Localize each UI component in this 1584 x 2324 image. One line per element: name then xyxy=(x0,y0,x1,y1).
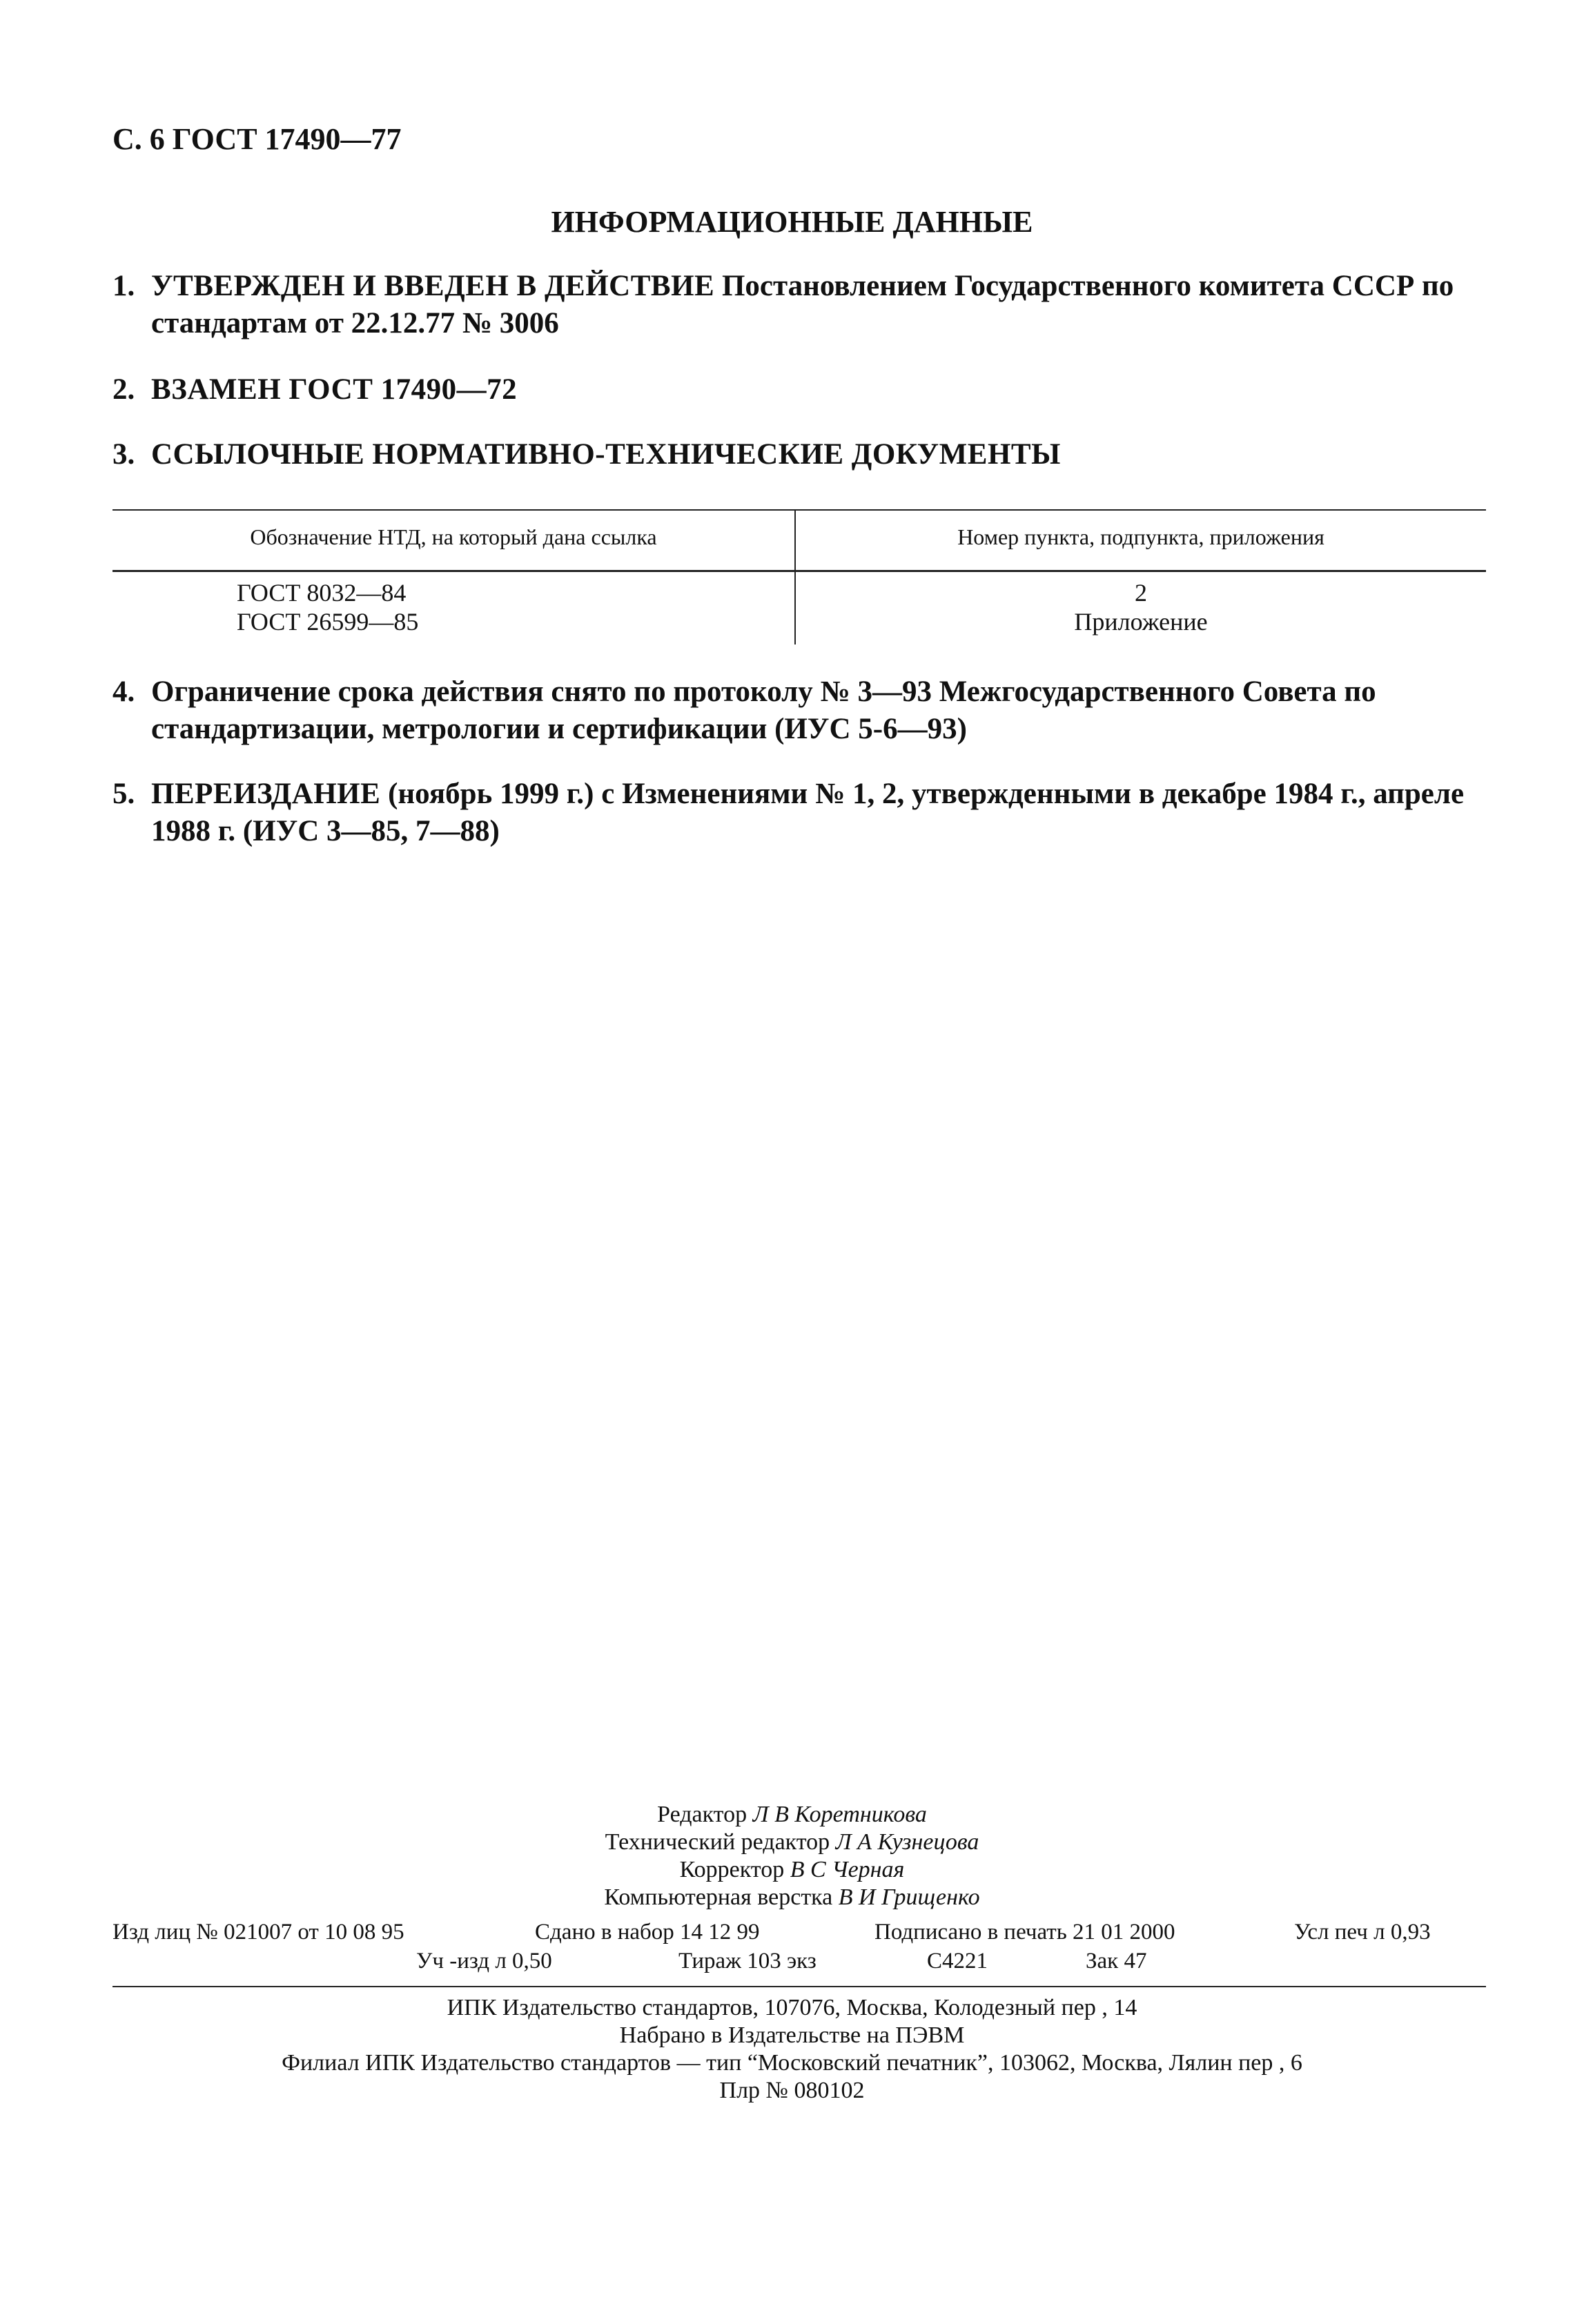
item-caps: УТВЕРЖДЕН И ВВЕДЕН В ДЕЙСТВИЕ xyxy=(151,270,715,302)
table-header-clause: Номер пункта, подпункта, приложения xyxy=(957,524,1324,549)
item-validity xyxy=(113,673,1486,748)
publisher-line: Плр № 080102 xyxy=(719,2078,865,2103)
credit-line xyxy=(0,1884,1584,1911)
item-text xyxy=(151,371,1486,408)
item-text xyxy=(151,268,1486,342)
credit-name: Л В Коретникова xyxy=(752,1802,927,1827)
item-replaces xyxy=(113,371,1486,408)
table-cell-clause: 2 xyxy=(1135,579,1147,607)
page-title: ИНФОРМАЦИОННЫЕ ДАННЫЕ xyxy=(551,205,1033,239)
item-text xyxy=(151,436,1486,473)
imprint-sent: Сдано в набор 14 12 99 xyxy=(535,1920,760,1944)
imprint-print-sheets: Усл печ л 0,93 xyxy=(1294,1920,1431,1944)
credit-line xyxy=(0,1829,1584,1856)
credits-block xyxy=(0,1801,1584,1911)
credit-name: В И Грищенко xyxy=(838,1884,980,1910)
item-body: (ноябрь 1999 г.) с Изменениями № 1, 2, утвержденными в декабре 1984 г., апреле 1988 г. (ИУС 3—85, 7—88) xyxy=(151,778,1465,847)
credit-line xyxy=(0,1856,1584,1884)
item-caps: ПЕРЕИЗДАНИЕ xyxy=(151,778,381,810)
item-references xyxy=(113,436,1486,473)
item-text: Ограничение срока действия снято по протоколу № 3—93 Межгосударственного Совета по стандартизации, метрологии и сертификации (ИУС 5-6—93) xyxy=(151,676,1376,745)
table-cell-clause: Приложение xyxy=(1074,608,1208,636)
item-number: 2. xyxy=(113,373,135,406)
credit-role: Технический редактор xyxy=(605,1829,830,1855)
references-table xyxy=(113,509,1486,647)
imprint-run: Тираж 103 экз xyxy=(678,1949,817,1973)
imprint-order: Зак 47 xyxy=(1086,1949,1147,1973)
item-reissue xyxy=(113,776,1486,850)
item-number: 5. xyxy=(113,778,135,810)
item-number: 3. xyxy=(113,438,135,471)
credit-name: В С Черная xyxy=(790,1857,905,1882)
publisher-line: Филиал ИПК Издательство стандартов — тип “Московский печатник”, 103062, Москва, Лялин пер , 6 xyxy=(282,2050,1302,2076)
item-text xyxy=(151,776,1486,850)
table-top-rule xyxy=(113,509,1486,511)
publisher-block xyxy=(0,1994,1584,2105)
credit-role: Компьютерная верстка xyxy=(604,1884,833,1910)
table-header-rule xyxy=(113,570,1486,572)
credit-role: Корректор xyxy=(679,1857,785,1882)
page-header: С. 6 ГОСТ 17490—77 xyxy=(113,122,402,156)
imprint-code: С4221 xyxy=(927,1949,988,1973)
item-body: Постановлением Государственного комитета СССР по стандартам от 22.12.77 № 3006 xyxy=(151,270,1454,339)
table-cell-ntd: ГОСТ 8032—84 xyxy=(237,579,407,607)
table-header-ntd: Обозначение НТД, на который дана ссылка xyxy=(250,524,657,549)
table-cell-ntd: ГОСТ 26599—85 xyxy=(237,608,419,636)
item-number: 1. xyxy=(113,270,135,302)
publisher-line: Набрано в Издательстве на ПЭВМ xyxy=(619,2022,965,2048)
publisher-line: ИПК Издательство стандартов, 107076, Москва, Колодезный пер , 14 xyxy=(447,1995,1137,2020)
imprint-block xyxy=(113,1920,1486,1989)
imprint-edu-sheets: Уч -изд л 0,50 xyxy=(416,1949,552,1973)
item-number: 4. xyxy=(113,676,135,708)
imprint-signed: Подписано в печать 21 01 2000 xyxy=(874,1920,1175,1944)
item-approved xyxy=(113,268,1486,342)
credit-line xyxy=(0,1801,1584,1829)
item-caps: ССЫЛОЧНЫЕ НОРМАТИВНО-ТЕХНИЧЕСКИЕ ДОКУМЕНТЫ xyxy=(151,438,1061,471)
imprint-rule xyxy=(113,1986,1486,1987)
credit-role: Редактор xyxy=(657,1802,747,1827)
credit-name: Л А Кузнецова xyxy=(835,1829,979,1855)
imprint-license: Изд лиц № 021007 от 10 08 95 xyxy=(113,1920,404,1944)
item-caps: ВЗАМЕН ГОСТ 17490—72 xyxy=(151,373,518,406)
